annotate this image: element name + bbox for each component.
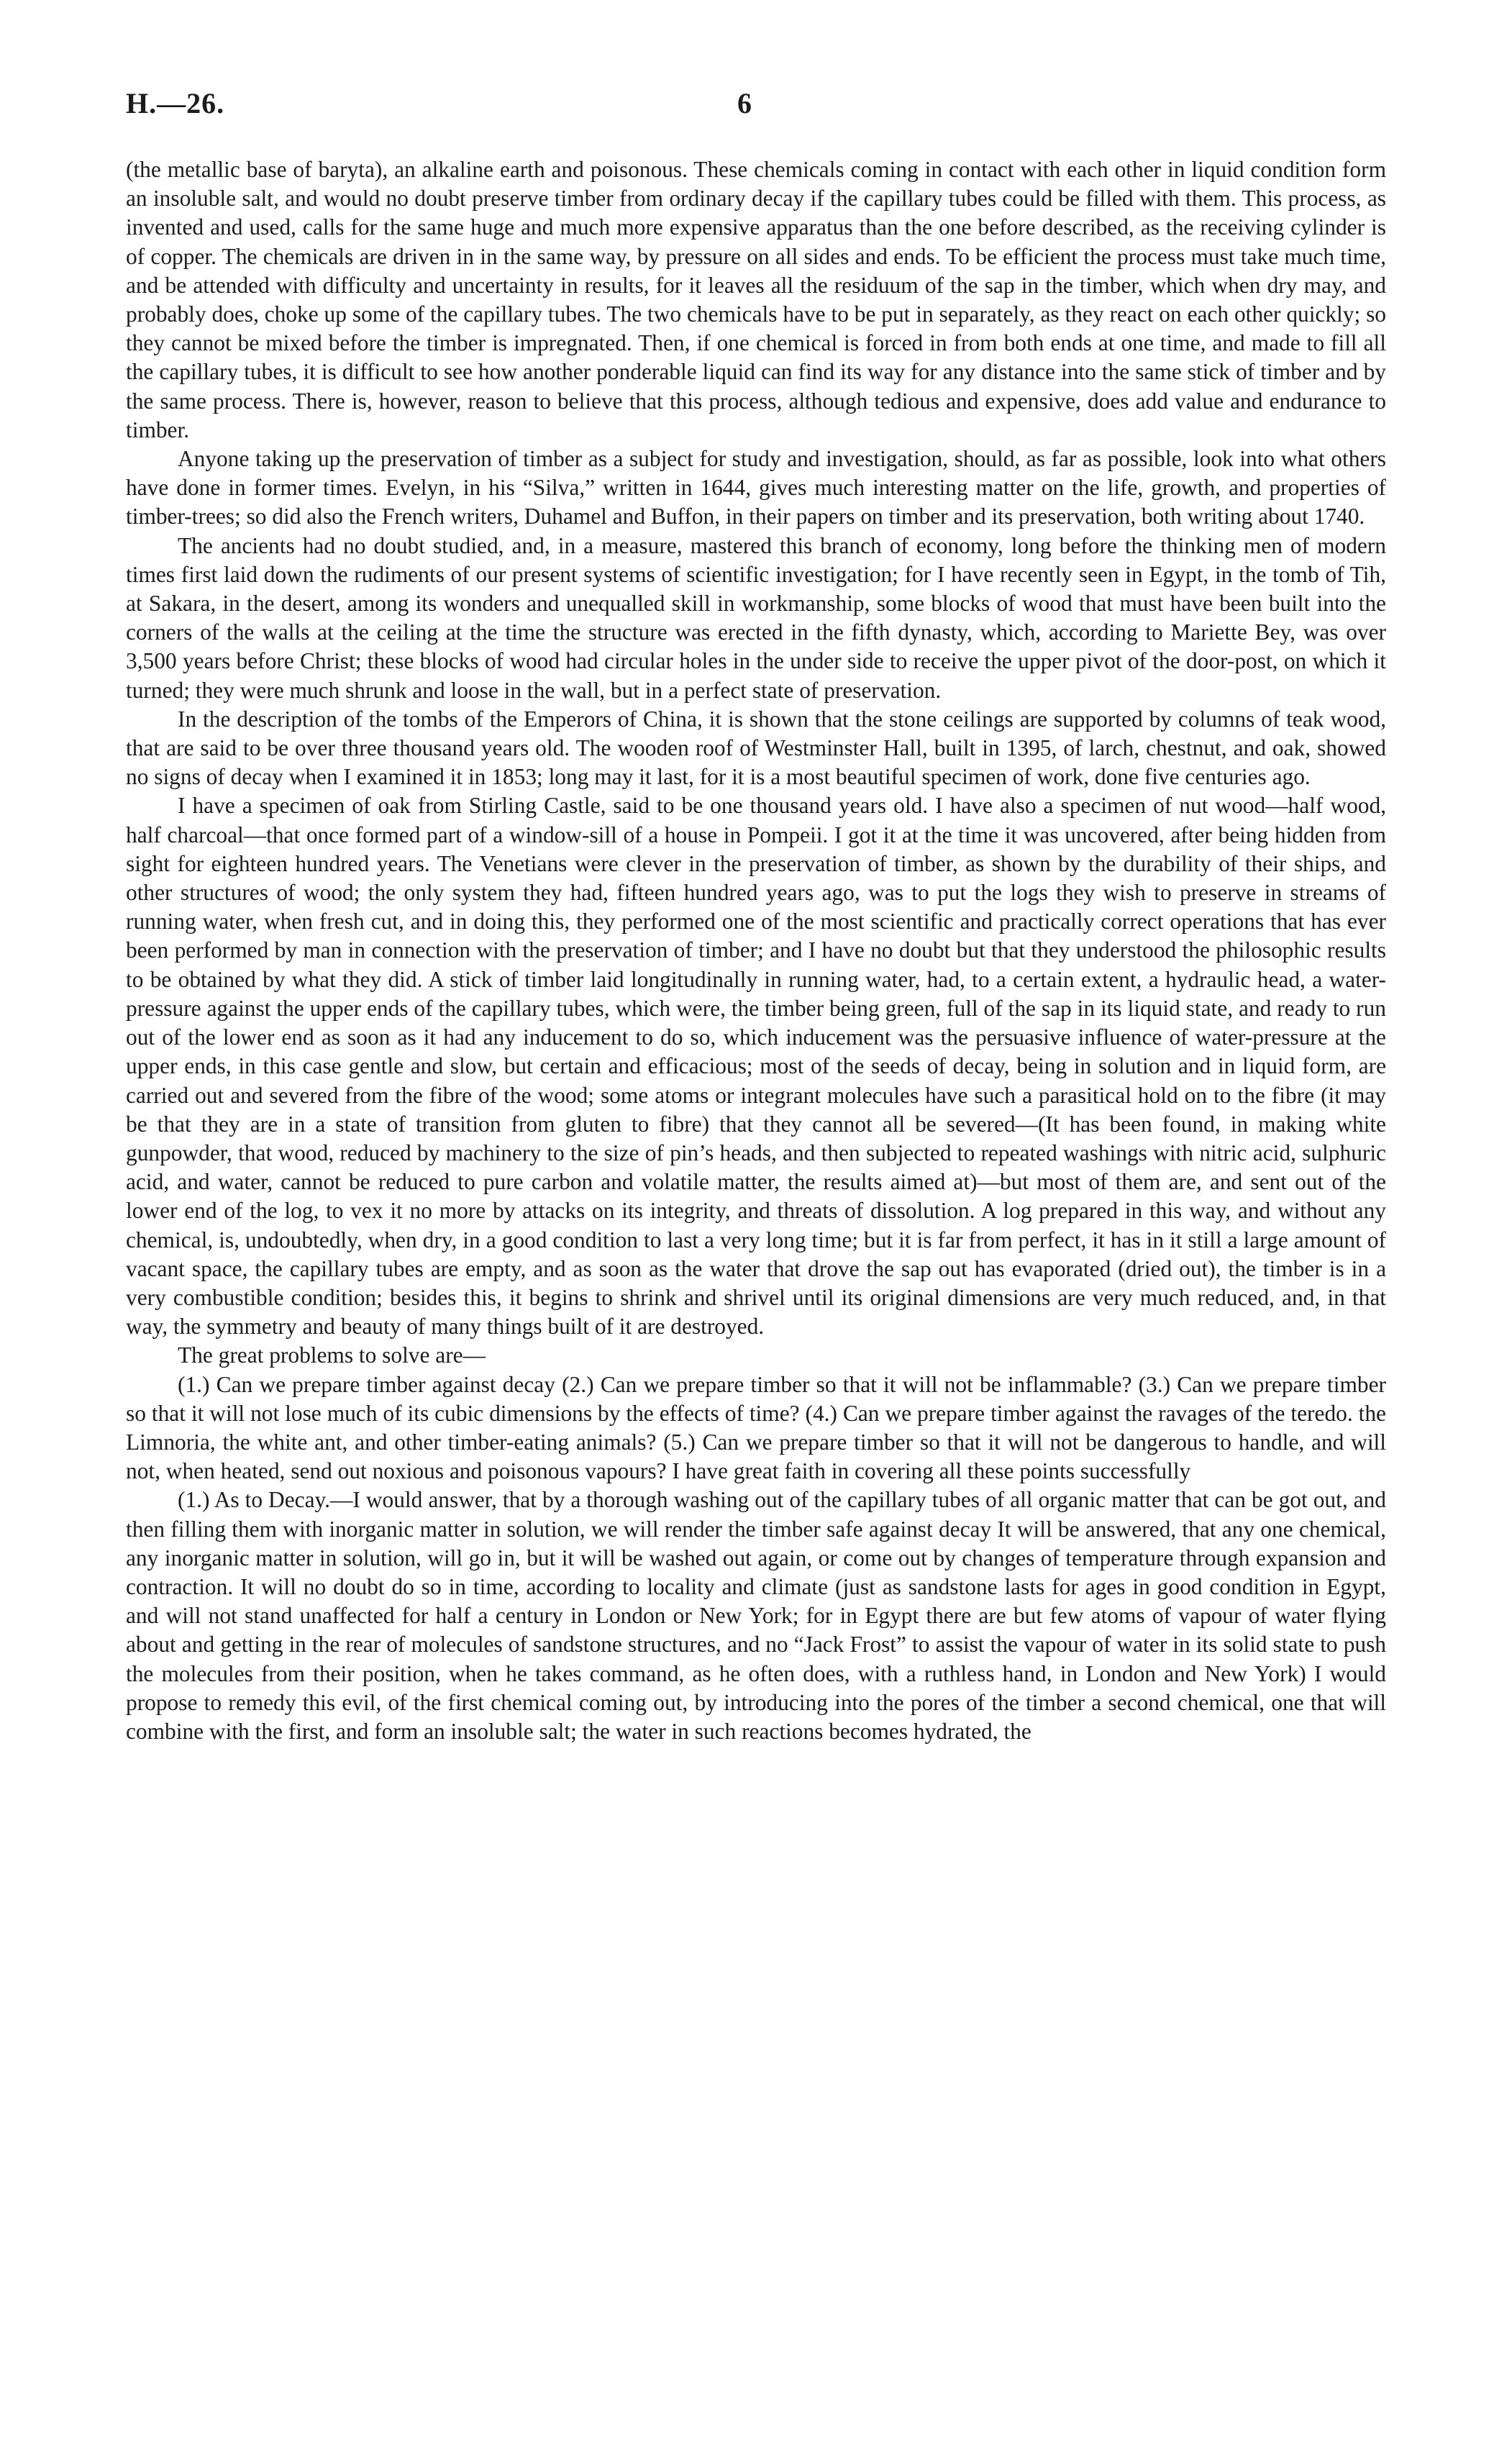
paragraph: (1.) Can we prepare timber against decay (2.) Can we prepare timber so that it will not be inflammable? (3.) Can we prepare timber so that it will not lose much of its cubic dimensions by the effects of time? (4.) Can we prepare timber against the ravages of the teredo. the Limnoria, the white ant, and other timber-eating animals? (5.) Can we prepare timber so that it will not be dangerous to handle, and will not, when heated, send out noxious and poisonous vapours? I have great faith in covering all these points successfully — [126, 1371, 1386, 1484]
paragraph: I have a specimen of oak from Stirling Castle, said to be one thousand years old. I have also a specimen of nut wood—half wood, half charcoal—that once formed part of a window-sill of a house in Pompeii. I got it at the time it was uncovered, after being hidden from sight for eighteen hundred years. The Venetians were clever in the preservation of timber, as shown by the durability of their ships, and other structures of wood; the only system they had, fifteen hundred years ago, was to put the logs they wish to preserve in streams of running water, when fresh cut, and in doing this, they performed one of the most scientific and practically correct operations that has ever been performed by man in connection with the preservation of timber; and I have no doubt but that they understood the philosophic results to be obtained by what they did. A stick of timber laid longitudinally in running water, had, to a certain extent, a hydraulic head, a water-pressure against the upper ends of the capillary tubes, which were, the timber being green, full of the sap in its liquid state, and ready to run out of the lower end as soon as it had any inducement to do so, which inducement was the persuasive influence of water-pressure at the upper ends, in this case gentle and slow, but certain and efficacious; most of the seeds of decay, being in solution and in liquid form, are carried out and severed from the fibre of the wood; some atoms or integrant molecules have such a parasitical hold on to the fibre (it may be that they are in a state of transition from gluten to fibre) that they cannot all be severed—(It has been found, in making white gunpowder, that wood, reduced by machinery to the size of pin’s heads, and then subjected to repeated washings with nitric acid, sulphuric acid, and water, cannot be reduced to pure carbon and volatile matter, the results aimed at)—but most of them are, and sent out of the lower end of the log, to vex it no more by attacks on its integrity, and threats of dissolution. A log prepared in this way, and without any chemical, is, undoubtedly, when dry, in a good condition to last a very long time; but it is far from perfect, it has in it still a large amount of vacant space, the capillary tubes are empty, and as soon as the water that drove the sap out has evaporated (dried out), the timber is in a very combustible condition; besides this, it begins to shrink and shrivel until its original dimensions are very much reduced, and, in that way, the symmetry and beauty of many things built of it are destroyed. — [126, 793, 1386, 1340]
document-reference: H.—26. — [126, 87, 225, 119]
paragraph: The ancients had no doubt studied, and, in a measure, mastered this branch of economy, long before the thinking men of modern times first laid down the rudiments of our present systems of scientific investigation; for I have recently seen in Egypt, in the tomb of Tih, at Sakara, in the desert, among its wonders and unequalled skill in workmanship, some blocks of wood that must have been built into the corners of the walls at the ceiling at the time the structure was erected in the fifth dynasty, which, according to Mariette Bey, was over 3,500 years before Christ; these blocks of wood had circular holes in the under side to receive the upper pivot of the door-post, on which it turned; they were much shrunk and loose in the wall, but in a perfect state of preservation. — [126, 532, 1386, 703]
paragraph: In the description of the tombs of the Emperors of China, it is shown that the stone ceilings are supported by columns of teak wood, that are said to be over three thousand years old. The wooden roof of Westminster Hall, built in 1395, of larch, chestnut, and oak, showed no signs of decay when I examined it in 1853; long may it last, for it is a most beautiful specimen of work, done five centuries ago. — [126, 706, 1386, 790]
paragraph: Anyone taking up the preservation of timber as a subject for study and investigation, should, as far as possible, look into what others have done in former times. Evelyn, in his “Silva,” written in 1644, gives much interesting matter on the life, growth, and properties of timber-trees; so did also the French writers, Duhamel and Buffon, in their papers on timber and its preservation, both writing about 1740. — [126, 446, 1386, 529]
body-text — [126, 155, 1386, 1746]
paragraph: The great problems to solve are— — [178, 1342, 486, 1368]
paragraph: (1.) As to Decay.—I would answer, that by a thorough washing out of the capillary tubes of all organic matter that can be got out, and then filling them with inorganic matter in solution, we will render the timber safe against decay It will be answered, that any one chemical, any inorganic matter in solution, will go in, but it will be washed out again, or come out by changes of temperature through expansion and contraction. It will no doubt do so in time, according to locality and climate (just as sandstone lasts for ages in good condition in Egypt, and will not stand unaffected for half a century in London or New York; for in Egypt there are but few atoms of vapour of water flying about and getting in the rear of molecules of sandstone structures, and no “Jack Frost” to assist the vapour of water in its solid state to push the molecules from their position, when he takes command, as he often does, with a ruthless hand, in London and New York) I would propose to remedy this evil, of the first chemical coming out, by introducing into the pores of the timber a second chemical, one that will combine with the first, and form an insoluble salt; the water in such reactions becomes hydrated, the — [126, 1487, 1386, 1744]
page-header — [126, 86, 1386, 129]
page-number: 6 — [737, 87, 752, 119]
document-page — [126, 86, 1386, 1746]
paragraph: (the metallic base of baryta), an alkaline earth and poisonous. These chemicals coming in contact with each other in liquid condition form an insoluble salt, and would no doubt preserve timber from ordinary decay if the capillary tubes could be filled with them. This process, as invented and used, calls for the same huge and much more expensive apparatus than the one before described, as the receiving cylinder is of copper. The chemicals are driven in in the same way, by pressure on all sides and ends. To be efficient the process must take much time, and be attended with difficulty and uncertainty in results, for it leaves all the residuum of the sap in the timber, which when dry may, and probably does, choke up some of the capillary tubes. The two chemicals have to be put in separately, as they react on each other quickly; so they cannot be mixed before the timber is impregnated. Then, if one chemical is forced in from both ends at one time, and made to fill all the capillary tubes, it is difficult to see how another ponderable liquid can find its way for any distance into the same stick of timber and by the same process. There is, however, reason to believe that this process, although tedious and expensive, does add value and endurance to timber. — [126, 157, 1386, 442]
